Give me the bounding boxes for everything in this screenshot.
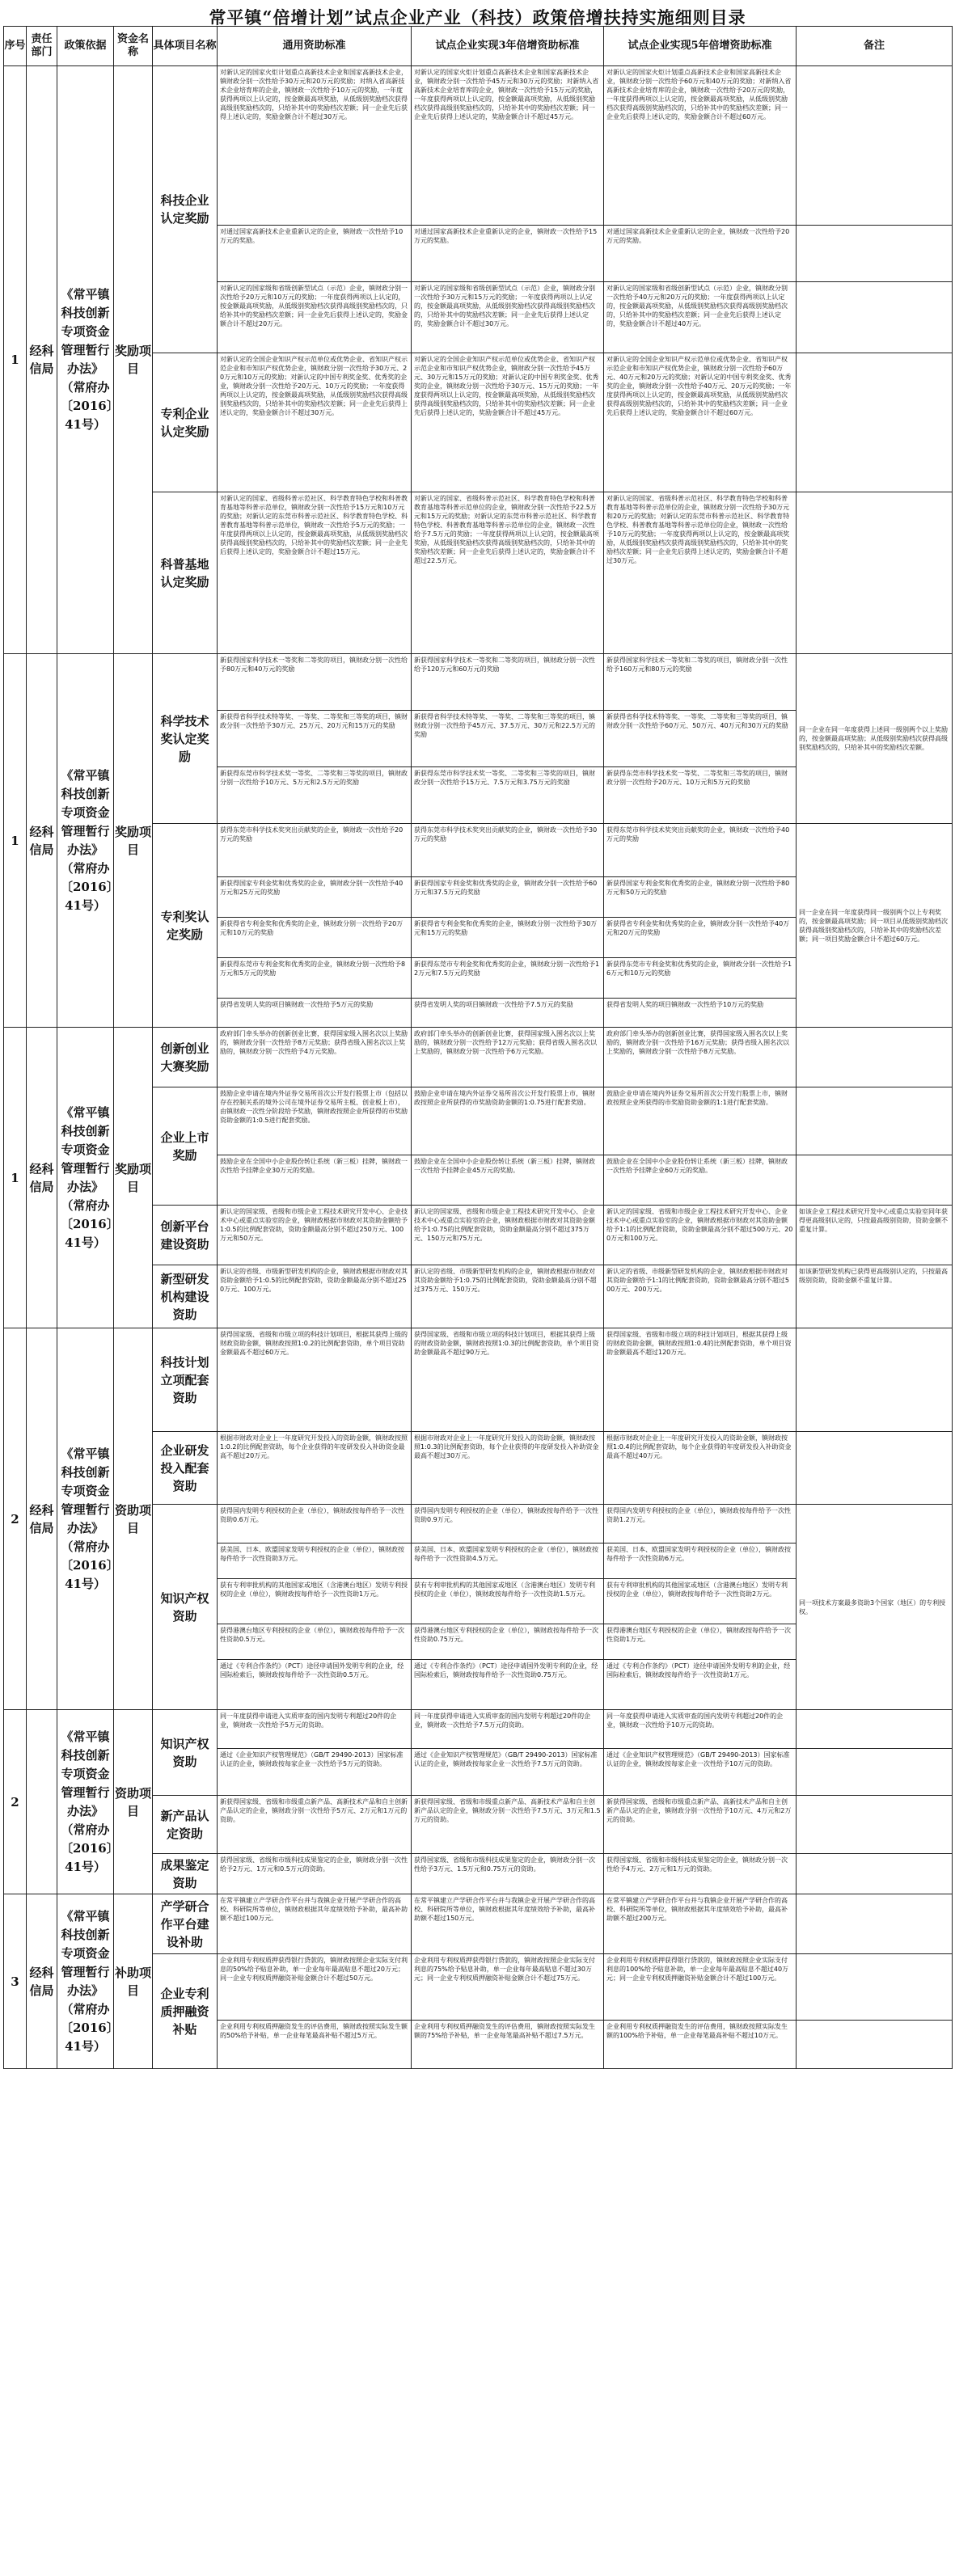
policy-basis-cell: 《常平镇科技创新专项资金管理暂行办法》（常府办〔2016〕41号）: [57, 66, 114, 654]
policy-table-body: [4, 66, 953, 2069]
standard-x3-cell: 对通过国家高新技术企业重新认定的企业，镇财政一次性给予15万元的奖励。: [412, 226, 604, 282]
note-cell: [797, 1432, 953, 1505]
standard-x5-cell: 对新认定的国家火炬计划重点高新技术企业和国家高新技术企业，镇财政分别一次性给予60万元和40万元的奖励；对新纳入省高新技术企业培育库的企业，镇财政一次性给予20万元的奖励，一年度获得两项以上认定的，按金额最高项奖励，从低级别奖励档次获得高级别奖励档次的，只给补其中的奖励档次差额；同一企业先后获得上述认定的，奖励金额合计不超过60万元。: [604, 66, 797, 226]
standard-x3-cell: 新获得省科学技术特等奖、一等奖、二等奖和三等奖的项目，镇财政分别一次性给予45万元、37.5万元、30万元和22.5万元的奖励: [412, 711, 604, 767]
note-cell: [797, 66, 953, 226]
note-cell: 同一企业在同一年度获得同一级别两个以上专利奖的，按金额最高项奖励；同一项目从低级别奖励档次获得高级别奖励档次的，只给补其中的奖励档次差额；同一项目奖励金额合计不超过60万元。: [797, 824, 953, 1028]
item-name-cell: 企业专利质押融资补贴: [153, 1954, 218, 2069]
col-header-seq: 序号: [4, 27, 27, 66]
table-row: [4, 654, 953, 711]
item-name-cell: 企业研发投入配套资助: [153, 1432, 218, 1505]
standard-x3-cell: 鼓励企业申请在境内外证券交易所首次公开发行股票上市，镇财政按照企业所获得的市奖励资助金额的1:0.75进行配套奖励。: [412, 1087, 604, 1155]
standard-x5-cell: 新获得省专利金奖和优秀奖的企业，镇财政分别一次性给予40万元和20万元的奖励: [604, 918, 797, 958]
standard-general-cell: 获得港澳台地区专利授权的企业（单位），镇财政按每件给予一次性资助0.5万元。: [218, 1624, 412, 1660]
item-name-cell: 创新创业大赛奖励: [153, 1028, 218, 1087]
table-row: [4, 1894, 953, 1954]
standard-x5-cell: 获美国、日本、欧盟国家发明专利授权的企业（单位），镇财政按每件给予一次性资助6万元。: [604, 1543, 797, 1579]
standard-x3-cell: 新认定的国家级、省级和市级企业工程技术研究开发中心、企业技术中心或重点实验室的企业，镇财政根据市财政对其资助金额给予1:0.75的比例配套资助，资助金额最高分别不超过375万元、150万元和75万元。: [412, 1206, 604, 1265]
col-header-basis: 政策依据: [57, 27, 114, 66]
standard-x5-cell: 对新认定的国家、省级科普示范社区、科学教育特色学校和科普教育基地等科普示范单位的企业，镇财政分别一次性给予30万元和20万元的奖励；对新认定的东莞市科普示范社区、科学教育特色学校、科普教育基地等科普示范单位的企业，镇财政一次性给予10万元的奖励；一年度获得两项以上认定的，按金额最高项奖励，从低级别奖励档次获得高级别奖励档次的，只给补其中的奖励档次差额；同一企业先后获得上述认定的，奖励金额合计不超过30万元。: [604, 492, 797, 654]
standard-x3-cell: 新获得东莞市科学技术奖一等奖、二等奖和三等奖的项目，镇财政分别一次性给予15万元、7.5万元和3.75万元的奖励: [412, 767, 604, 824]
standard-general-cell: 企业利用专利权质押融资发生的评估费用，镇财政按照实际发生额的50%给予补贴，单一企业每笔最高补贴不超过5万元。: [218, 2021, 412, 2069]
policy-basis-cell: 《常平镇科技创新专项资金管理暂行办法》（常府办〔2016〕41号）: [57, 1028, 114, 1328]
standard-x3-cell: 对新认定的国家、省级科普示范社区、科学教育特色学校和科普教育基地等科普示范单位的企业，镇财政分别一次性给予22.5万元和15万元的奖励；对新认定的东莞市科普示范社区、科学教育特色学校、科普教育基地等科普示范单位的企业，镇财政一次性给予7.5万元的奖励；一年度获得两项以上认定的，按金额最高项奖励，从低级别奖励档次获得高级别奖励档次的，只给补其中的奖励档次差额；同一企业先后获得上述认定的，奖励金额合计不超过22.5万元。: [412, 492, 604, 654]
standard-x5-cell: 获得国内发明专利授权的企业（单位），镇财政按每件给予一次性资助1.2万元。: [604, 1505, 797, 1543]
standard-x3-cell: 对新认定的全国企业知识产权示范单位或优势企业、省知识产权示范企业和市知识产权优势企业，镇财政分别一次性给予45万元、30万元和15万元的奖励；对新认定的中国专利奖金奖、优秀奖的企业，镇财政分别一次性给予30万元、15万元的奖励；一年度获得两项以上认定的，按金额最高项奖励，从低级别奖励档次获得高级别奖励档次的，只给补其中的奖励档次差额；同一企业先后获得上述认定的，奖励金额合计不超过45万元。: [412, 353, 604, 492]
standard-x3-cell: 同一年度获得申请进入实质审查的国内发明专利超过20件的企业，镇财政一次性给予7.5万元的资助。: [412, 1710, 604, 1749]
standard-general-cell: 鼓励企业申请在境内外证券交易所首次公开发行股票上市（包括以存在控制关系的境外公司在境外证券交易所主板、创业板上市），由镇财政一次性分阶段给予奖励，镇财政按照企业所获得的市奖励资助金额的1:0.5进行配套奖励。: [218, 1087, 412, 1155]
standard-x5-cell: 企业利用专利权质押获得银行贷款的，镇财政按照企业实际支付利息的100%给予贴息补助，单一企业每年最高贴息不超过40万元；同一企业专利权质押融资补贴金额合计不超过100万元。: [604, 1954, 797, 2021]
standard-x5-cell: 企业利用专利权质押融资发生的评估费用，镇财政按照实际发生额的100%给予补贴，单一企业每笔最高补贴不超过10万元。: [604, 2021, 797, 2069]
note-cell: [797, 1796, 953, 1854]
table-row: [4, 1710, 953, 1749]
standard-x3-cell: 根据市财政对企业上一年度研究开发投入的资助金额，镇财政按照1:0.3的比例配套资助，每个企业获得的年度研发投入补助资金最高不超过30万元。: [412, 1432, 604, 1505]
standard-general-cell: 新认定的省级、市级新型研发机构的企业，镇财政根据市财政对其资助金额给予1:0.5的比例配套资助，资助金额最高分别不超过250万元、100万元。: [218, 1265, 412, 1328]
standard-x5-cell: 政府部门牵头举办的创新创业比赛，获得国家级入围名次以上奖励的，镇财政分别一次性给予16万元奖励；获得省级入围名次以上奖励的，镇财政分别一次性给予8万元奖励。: [604, 1028, 797, 1087]
table-row: [4, 66, 953, 226]
standard-x3-cell: 在常平镇建立产学研合作平台并与我镇企业开展产学研合作的高校、科研院所等单位，镇财政根据其年度绩效给予补助，最高补助额不超过150万元。: [412, 1894, 604, 1954]
standard-general-cell: 政府部门牵头举办的创新创业比赛，获得国家级入围名次以上奖励的，镇财政分别一次性给予8万元奖励；获得省级入围名次以上奖励的，镇财政分别一次性给予4万元奖励。: [218, 1028, 412, 1087]
standard-x3-cell: 新获得国家级、省级和市级重点新产品、高新技术产品和自主创新产品认定的企业，镇财政分别一次性给予7.5万元、3万元和1.5万元的资助。: [412, 1796, 604, 1854]
note-cell: [797, 1954, 953, 2021]
standard-x3-cell: 获得国内发明专利授权的企业（单位），镇财政按每件给予一次性资助0.9万元。: [412, 1505, 604, 1543]
note-cell: [797, 492, 953, 654]
standard-general-cell: 获得国内发明专利授权的企业（单位），镇财政按每件给予一次性资助0.6万元。: [218, 1505, 412, 1543]
standard-general-cell: 通过《专利合作条约》（PCT）途径申请国外发明专利的企业，经国际检索后，镇财政按每件给予一次性资助0.5万元。: [218, 1660, 412, 1710]
standard-x5-cell: 鼓励企业在全国中小企业股份转让系统（新三板）挂牌，镇财政一次性给予挂牌企业60万元的奖励。: [604, 1155, 797, 1206]
seq-cell: 1: [4, 1028, 27, 1328]
col-header-note: 备注: [797, 27, 953, 66]
policy-basis-cell: 《常平镇科技创新专项资金管理暂行办法》（常府办〔2016〕41号）: [57, 1328, 114, 1710]
standard-general-cell: 获得省发明人奖的项目镇财政一次性给予5万元的奖励: [218, 999, 412, 1028]
dept-cell: 经科信局: [27, 1894, 57, 2069]
note-cell: [797, 226, 953, 282]
standard-x5-cell: 获有专利审批机构的其他国家或地区（含港澳台地区）发明专利授权的企业（单位），镇财政按每件给予一次性资助2万元。: [604, 1579, 797, 1624]
note-cell: [797, 1894, 953, 1954]
standard-x3-cell: 政府部门牵头举办的创新创业比赛，获得国家级入围名次以上奖励的，镇财政分别一次性给予12万元奖励；获得省级入围名次以上奖励的，镇财政分别一次性给予6万元奖励。: [412, 1028, 604, 1087]
standard-x5-cell: 根据市财政对企业上一年度研究开发投入的资助金额，镇财政按照1:0.4的比例配套资助，每个企业获得的年度研发投入补助资金最高不超过40万元。: [604, 1432, 797, 1505]
standard-x3-cell: 对新认定的国家火炬计划重点高新技术企业和国家高新技术企业，镇财政分别一次性给予45万元和30万元的奖励；对新纳入省高新技术企业培育库的企业，镇财政一次性给予15万元的奖励，一年度获得两项以上认定的，按金额最高项奖励，从低级别奖励档次获得高级别奖励档次的，只给补其中的奖励档次差额；同一企业先后获得上述认定的，奖励金额合计不超过45万元。: [412, 66, 604, 226]
seq-cell: 3: [4, 1894, 27, 2069]
policy-basis-cell: 《常平镇科技创新专项资金管理暂行办法》（常府办〔2016〕41号）: [57, 654, 114, 1028]
standard-x5-cell: 对新认定的国家级和省级创新型试点（示范）企业，镇财政分别一次性给予40万元和20万元的奖励；一年度获得两项以上认定的，按金额最高项奖励，从低级别奖励档次获得高级别奖励档次的，只给补其中的奖励档次差额；同一企业先后获得上述认定的，奖励金额合计不超过40万元。: [604, 282, 797, 353]
note-cell: 如该新型研发机构已获得更高级别认定的，只按最高级别资助，资助金额不重复计算。: [797, 1265, 953, 1328]
standard-general-cell: 获有专利审批机构的其他国家或地区（含港澳台地区）发明专利授权的企业（单位），镇财政按每件给予一次性资助1万元。: [218, 1579, 412, 1624]
fund-name-cell: 奖励项目: [114, 654, 153, 1028]
note-cell: [797, 1710, 953, 1749]
fund-name-cell: 资助项目: [114, 1328, 153, 1710]
standard-x5-cell: 新获得东莞市专利金奖和优秀奖的企业，镇财政分别一次性给予16万元和10万元的奖励: [604, 958, 797, 999]
policy-basis-cell: 《常平镇科技创新专项资金管理暂行办法》（常府办〔2016〕41号）: [57, 1894, 114, 2069]
standard-x5-cell: 对新认定的全国企业知识产权示范单位或优势企业、省知识产权示范企业和市知识产权优势企业，镇财政分别一次性给予60万元、40万元和20万元的奖励；对新认定的中国专利奖金奖、优秀奖的企业，镇财政分别一次性给予40万元、20万元的奖励；一年度获得两项以上认定的，按金额最高项奖励，从低级别奖励档次获得高级别奖励档次的，只给补其中的奖励档次差额；同一企业先后获得上述认定的，奖励金额合计不超过60万元。: [604, 353, 797, 492]
standard-general-cell: 新获得省科学技术特等奖、一等奖、二等奖和三等奖的项目，镇财政分别一次性给予30万元、25万元、20万元和15万元的奖励: [218, 711, 412, 767]
standard-x5-cell: 获得东莞市科学技术奖突出贡献奖的企业，镇财政一次性给予40万元的奖励: [604, 824, 797, 877]
fund-name-cell: 奖励项目: [114, 1028, 153, 1328]
standard-general-cell: 新认定的国家级、省级和市级企业工程技术研究开发中心、企业技术中心或重点实验室的企业，镇财政根据市财政对其资助金额给予1:0.5的比例配套资助，资助金额最高分别不超过250万元、100万元和50万元。: [218, 1206, 412, 1265]
standard-x5-cell: 鼓励企业申请在境内外证券交易所首次公开发行股票上市，镇财政按照企业所获得的市奖励资助金额的1:1进行配套奖励。: [604, 1087, 797, 1155]
seq-cell: 1: [4, 654, 27, 1028]
item-name-cell: 企业上市奖励: [153, 1087, 218, 1206]
note-cell: [797, 353, 953, 492]
item-name-cell: 产学研合作平台建设补助: [153, 1894, 218, 1954]
dept-cell: 经科信局: [27, 654, 57, 1028]
note-cell: [797, 1328, 953, 1432]
standard-general-cell: 根据市财政对企业上一年度研究开发投入的资助金额，镇财政按照1:0.2的比例配套资助，每个企业获得的年度研发投入补助资金最高不超过20万元。: [218, 1432, 412, 1505]
note-cell: 同一企业在同一年度获得上述同一级别两个以上奖励的，按金额最高项奖励；从低级别奖励档次获得高级别奖励档次的，只给补其中的奖励档次差额。: [797, 654, 953, 824]
dept-cell: [27, 1710, 57, 1894]
standard-x5-cell: 获得国家级、省级和市级立项的科技计划项目，根据其获得上级的财政资助金额，镇财政按照1:0.4的比例配套资助，单个项目资助金额最高不超过120万元。: [604, 1328, 797, 1432]
standard-general-cell: 对新认定的全国企业知识产权示范单位或优势企业、省知识产权示范企业和市知识产权优势企业，镇财政分别一次性给予30万元、20万元和10万元的奖励；对新认定的中国专利奖金奖、优秀奖的企业，镇财政分别一次性给予20万元、10万元的奖励；一年度获得两项以上认定的，按金额最高项奖励，从低级别奖励档次获得高级别奖励档次的，只给补其中的奖励档次差额；同一企业先后获得上述认定的，奖励金额合计不超过30万元。: [218, 353, 412, 492]
standard-x3-cell: 获得东莞市科学技术奖突出贡献奖的企业，镇财政一次性给予30万元的奖励: [412, 824, 604, 877]
standard-x5-cell: 新获得国家科学技术一等奖和二等奖的项目，镇财政分别一次性给予160万元和80万元的奖励: [604, 654, 797, 711]
table-row: [4, 1028, 953, 1087]
col-header-item: 具体项目名称: [153, 27, 218, 66]
standard-x5-cell: 新获得国家专利金奖和优秀奖的企业，镇财政分别一次性给予80万元和50万元的奖励: [604, 877, 797, 918]
note-cell: [797, 282, 953, 353]
standard-general-cell: 对新认定的国家级和省级创新型试点（示范）企业，镇财政分别一次性给予20万元和10万元的奖励；一年度获得两项以上认定的，按金额最高项奖励，从低级别奖励档次获得高级别奖励档次的，只给补其中的奖励档次差额；同一企业先后获得上述认定的，奖励金额合计不超过20万元。: [218, 282, 412, 353]
standard-general-cell: 获得国家级、省级和市级科技成果鉴定的企业，镇财政分别一次性给予2万元、1万元和0.5万元的资助。: [218, 1854, 412, 1894]
seq-cell: 2: [4, 1328, 27, 1710]
standard-general-cell: 对新认定的国家、省级科普示范社区、科学教育特色学校和科普教育基地等科普示范单位，镇财政分别一次性给予15万元和10万元的奖励；对新认定的东莞市科普示范社区、科学教育特色学校、科普教育基地等科普示范单位，镇财政一次性给予5万元的奖励；一年度获得两项以上认定的，按金额最高项奖励，从低级别奖励档次获得高级别奖励档次的，只给补其中的奖励档次差额；同一企业先后获得上述认定的，奖励金额合计不超过15万元。: [218, 492, 412, 654]
standard-general-cell: 新获得东莞市科学技术奖一等奖、二等奖和三等奖的项目，镇财政分别一次性给予10万元、5万元和2.5万元的奖励: [218, 767, 412, 824]
fund-name-cell: 资助项目: [114, 1710, 153, 1894]
standard-general-cell: 新获得国家专利金奖和优秀奖的企业，镇财政分别一次性给予40万元和25万元的奖励: [218, 877, 412, 918]
dept-cell: 经科信局: [27, 1328, 57, 1710]
col-header-x3: 试点企业实现3年倍增资助标准: [412, 27, 604, 66]
standard-general-cell: 在常平镇建立产学研合作平台并与我镇企业开展产学研合作的高校、科研院所等单位，镇财政根据其年度绩效给予补助，最高补助额不超过100万元。: [218, 1894, 412, 1954]
note-cell: [797, 2021, 953, 2069]
header-row: [4, 27, 953, 66]
standard-general-cell: 企业利用专利权质押获得银行贷款的，镇财政按照企业实际支付利息的50%给予贴息补助，单一企业每年最高贴息不超过20万元；同一企业专利权质押融资补贴金额合计不超过50万元。: [218, 1954, 412, 2021]
standard-x3-cell: 新获得省专利金奖和优秀奖的企业，镇财政分别一次性给予30万元和15万元的奖励: [412, 918, 604, 958]
standard-x3-cell: 获得国家级、省级和市级科技成果鉴定的企业，镇财政分别一次性给予3万元、1.5万元和0.75万元的资助。: [412, 1854, 604, 1894]
item-name-cell: 科普基地认定奖励: [153, 492, 218, 654]
item-name-cell: 科技企业认定奖励: [153, 66, 218, 353]
item-name-cell: 知识产权资助: [153, 1710, 218, 1796]
col-header-fund: 资金名称: [114, 27, 153, 66]
note-cell: [797, 1854, 953, 1894]
item-name-cell: 新型研发机构建设资助: [153, 1265, 218, 1328]
standard-general-cell: 通过《企业知识产权管理规范》（GB/T 29490-2013）国家标准认证的企业，镇财政按每家企业一次性给予5万元的资助。: [218, 1749, 412, 1796]
note-cell: 如该企业工程技术研究开发中心或重点实验室同年获得更高级别认定的，只按最高级别资助，资助金额不重复计算。: [797, 1206, 953, 1265]
dept-cell: 经科信局: [27, 1028, 57, 1328]
standard-x3-cell: 鼓励企业在全国中小企业股份转让系统（新三板）挂牌，镇财政一次性给予挂牌企业45万元的奖励。: [412, 1155, 604, 1206]
item-name-cell: 知识产权资助: [153, 1505, 218, 1710]
standard-general-cell: 获美国、日本、欧盟国家发明专利授权的企业（单位），镇财政按每件给予一次性资助3万元。: [218, 1543, 412, 1579]
standard-x5-cell: 新获得省科学技术特等奖、一等奖、二等奖和三等奖的项目，镇财政分别一次性给予60万元、50万元、40万元和30万元的奖励: [604, 711, 797, 767]
standard-general-cell: 同一年度获得申请进入实质审查的国内发明专利超过20件的企业，镇财政一次性给予5万元的资助。: [218, 1710, 412, 1749]
standard-general-cell: 新获得省专利金奖和优秀奖的企业，镇财政分别一次性给予20万元和10万元的奖励: [218, 918, 412, 958]
policy-basis-cell: 《常平镇科技创新专项资金管理暂行办法》（常府办〔2016〕41号）: [57, 1710, 114, 1894]
note-cell: [797, 1749, 953, 1796]
item-name-cell: 成果鉴定资助: [153, 1854, 218, 1894]
seq-cell: 1: [4, 66, 27, 654]
standard-x3-cell: 对新认定的国家级和省级创新型试点（示范）企业，镇财政分别一次性给予30万元和15万元的奖励；一年度获得两项以上认定的，按金额最高项奖励，从低级别奖励档次获得高级别奖励档次的，只给补其中的奖励档次差额；同一企业先后获得上述认定的，奖励金额合计不超过30万元。: [412, 282, 604, 353]
table-row: [4, 1328, 953, 1432]
dept-cell: 经科信局: [27, 66, 57, 654]
standard-x3-cell: 通过《企业知识产权管理规范》（GB/T 29490-2013）国家标准认证的企业，镇财政按每家企业一次性给予7.5万元的资助。: [412, 1749, 604, 1796]
item-name-cell: 科学技术奖认定奖励: [153, 654, 218, 824]
standard-x5-cell: 新认定的国家级、省级和市级企业工程技术研究开发中心、企业技术中心或重点实验室的企业，镇财政根据市财政对其资助金额给予1:1的比例配套资助，资助金额最高分别不超过500万元、200万元和100万元。: [604, 1206, 797, 1265]
fund-name-cell: 奖励项目: [114, 66, 153, 654]
standard-x5-cell: 获得国家级、省级和市级科技成果鉴定的企业，镇财政分别一次性给予4万元、2万元和1万元的资助。: [604, 1854, 797, 1894]
standard-x5-cell: 新获得东莞市科学技术奖一等奖、二等奖和三等奖的项目，镇财政分别一次性给予20万元、10万元和5万元的奖励: [604, 767, 797, 824]
note-cell: [797, 1155, 953, 1206]
item-name-cell: 新产品认定资助: [153, 1796, 218, 1854]
standard-x5-cell: 对通过国家高新技术企业重新认定的企业，镇财政一次性给予20万元的奖励。: [604, 226, 797, 282]
item-name-cell: 科技计划立项配套资助: [153, 1328, 218, 1432]
standard-general-cell: 新获得东莞市专利金奖和优秀奖的企业，镇财政分别一次性给予8万元和5万元的奖励: [218, 958, 412, 999]
col-header-dept: 责任部门: [27, 27, 57, 66]
standard-x5-cell: 获得省发明人奖的项目镇财政一次性给予10万元的奖励: [604, 999, 797, 1028]
standard-x5-cell: 通过《企业知识产权管理规范》（GB/T 29490-2013）国家标准认证的企业，镇财政按每家企业一次性给予10万元的资助。: [604, 1749, 797, 1796]
standard-x3-cell: 获美国、日本、欧盟国家发明专利授权的企业（单位），镇财政按每件给予一次性资助4.5万元。: [412, 1543, 604, 1579]
standard-x5-cell: 通过《专利合作条约》（PCT）途径申请国外发明专利的企业，经国际检索后，镇财政按每件给予一次性资助1万元。: [604, 1660, 797, 1710]
standard-x3-cell: 获得省发明人奖的项目镇财政一次性给予7.5万元的奖励: [412, 999, 604, 1028]
policy-table: [3, 26, 953, 2069]
standard-x3-cell: 企业利用专利权质押融资发生的评估费用，镇财政按照实际发生额的75%给予补贴，单一企业每笔最高补贴不超过7.5万元。: [412, 2021, 604, 2069]
standard-x3-cell: 企业利用专利权质押获得银行贷款的，镇财政按照企业实际支付利息的75%给予贴息补助，单一企业每年最高贴息不超过30万元；同一企业专利权质押融资补贴金额合计不超过75万元。: [412, 1954, 604, 2021]
item-name-cell: 专利奖认定奖励: [153, 824, 218, 1028]
note-cell: [797, 1087, 953, 1155]
standard-x3-cell: 新认定的省级、市级新型研发机构的企业，镇财政根据市财政对其资助金额给予1:0.75的比例配套资助，资助金额最高分别不超过375万元、150万元。: [412, 1265, 604, 1328]
standard-x5-cell: 新认定的省级、市级新型研发机构的企业，镇财政根据市财政对其资助金额给予1:1的比例配套资助，资助金额最高分别不超过500万元、200万元。: [604, 1265, 797, 1328]
standard-x3-cell: 新获得东莞市专利金奖和优秀奖的企业，镇财政分别一次性给予12万元和7.5万元的奖励: [412, 958, 604, 999]
standard-x3-cell: 通过《专利合作条约》（PCT）途径申请国外发明专利的企业，经国际检索后，镇财政按每件给予一次性资助0.75万元。: [412, 1660, 604, 1710]
standard-x5-cell: 同一年度获得申请进入实质审查的国内发明专利超过20件的企业，镇财政一次性给予10万元的资助。: [604, 1710, 797, 1749]
standard-general-cell: 获得国家级、省级和市级立项的科技计划项目，根据其获得上级的财政资助金额，镇财政按照1:0.2的比例配套资助，单个项目资助金额最高不超过60万元。: [218, 1328, 412, 1432]
standard-x3-cell: 新获得国家科学技术一等奖和二等奖的项目，镇财政分别一次性给予120万元和60万元的奖励: [412, 654, 604, 711]
seq-cell: 2: [4, 1710, 27, 1894]
fund-name-cell: 补助项目: [114, 1894, 153, 2069]
standard-x5-cell: 获得港澳台地区专利授权的企业（单位），镇财政按每件给予一次性资助1万元。: [604, 1624, 797, 1660]
item-name-cell: 创新平台建设资助: [153, 1206, 218, 1265]
document-title: 常平镇“倍增计划”试点企业产业（科技）政策倍增扶持实施细则目录: [209, 7, 746, 27]
standard-general-cell: 获得东莞市科学技术奖突出贡献奖的企业，镇财政一次性给予20万元的奖励: [218, 824, 412, 877]
standard-x5-cell: 在常平镇建立产学研合作平台并与我镇企业开展产学研合作的高校、科研院所等单位，镇财政根据其年度绩效给予补助，最高补助额不超过200万元。: [604, 1894, 797, 1954]
item-name-cell: 专利企业认定奖励: [153, 353, 218, 492]
standard-general-cell: 鼓励企业在全国中小企业股份转让系统（新三板）挂牌，镇财政一次性给予挂牌企业30万元的奖励。: [218, 1155, 412, 1206]
standard-x3-cell: 获有专利审批机构的其他国家或地区（含港澳台地区）发明专利授权的企业（单位），镇财政按每件给予一次性资助1.5万元。: [412, 1579, 604, 1624]
note-cell: 同一项技术方案最多资助3个国家（地区）的专利授权。: [797, 1505, 953, 1710]
standard-general-cell: 新获得国家科学技术一等奖和二等奖的项目，镇财政分别一次性给予80万元和40万元的奖励: [218, 654, 412, 711]
col-header-general: 通用资助标准: [218, 27, 412, 66]
standard-x3-cell: 新获得国家专利金奖和优秀奖的企业，镇财政分别一次性给予60万元和37.5万元的奖励: [412, 877, 604, 918]
standard-general-cell: 对新认定的国家火炬计划重点高新技术企业和国家高新技术企业，镇财政分别一次性给予30万元和20万元的奖励；对纳入省高新技术企业培育库的企业，镇财政一次性给予10万元的奖励，一年度获得两项以上认定的，按金额最高项奖励，从低级别奖励档次获得高级别奖励档次的，只给补其中的奖励档次差额；同一企业先后获得上述认定的，奖励金额合计不超过30万元。: [218, 66, 412, 226]
note-cell: [797, 1028, 953, 1087]
standard-x3-cell: 获得国家级、省级和市级立项的科技计划项目，根据其获得上级的财政资助金额，镇财政按照1:0.3的比例配套资助，单个项目资助金额最高不超过90万元。: [412, 1328, 604, 1432]
standard-x5-cell: 新获得国家级、省级和市级重点新产品、高新技术产品和自主创新产品认定的企业，镇财政分别一次性给予10万元、4万元和2万元的资助。: [604, 1796, 797, 1854]
standard-general-cell: 对通过国家高新技术企业重新认定的企业，镇财政一次性给予10万元的奖励。: [218, 226, 412, 282]
standard-x3-cell: 获得港澳台地区专利授权的企业（单位），镇财政按每件给予一次性资助0.75万元。: [412, 1624, 604, 1660]
standard-general-cell: 新获得国家级、省级和市级重点新产品、高新技术产品和自主创新产品认定的企业，镇财政分别一次性给予5万元、2万元和1万元的资助。: [218, 1796, 412, 1854]
col-header-x5: 试点企业实现5年倍增资助标准: [604, 27, 797, 66]
